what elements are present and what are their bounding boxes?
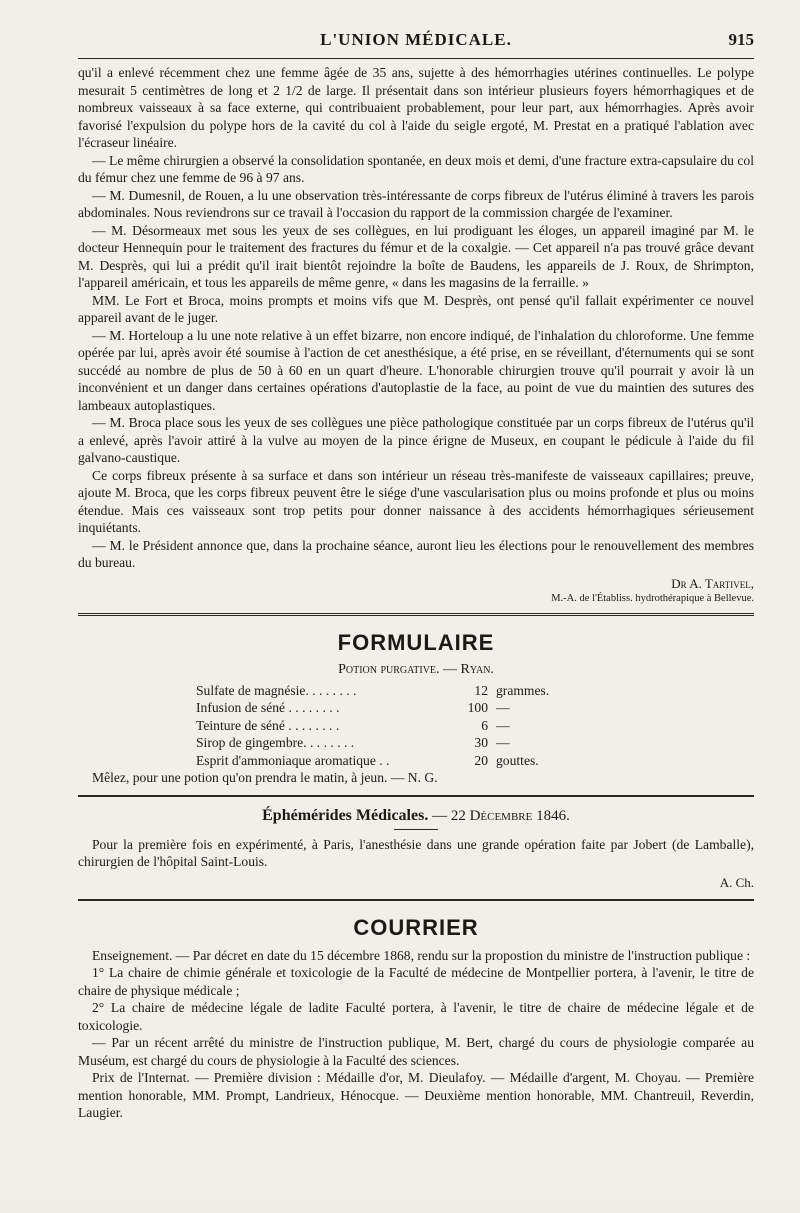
running-header xyxy=(78,30,754,54)
potion-title: Potion purgative. — Ryan. xyxy=(338,661,494,677)
recipe-row xyxy=(196,699,616,717)
ingredient-unit: — xyxy=(496,717,510,733)
header-rule xyxy=(78,58,754,59)
article-signature xyxy=(78,576,754,592)
courrier-paragraph: Enseignement. — Par décret en date du 15 décembre 1868, rendu sur la propostion du ministre de l'instruction publique : xyxy=(92,947,751,963)
short-rule xyxy=(394,829,438,830)
article-paragraph: — M. Désormeaux met sous les yeux de ses collègues, en lui prodiguant les éloges, un appareil imaginé par M. le docteur Hennequin pour le traitement des fractures du fémur et de la coxalgie. — Cet appareil n'a pas trouvé grâce devant M. Desprès, qui lui a prédit qu'il irait bientôt rejoindre la boîte de Baudens, les appareils de J. Roux, de Shrimpton, l'appareil américain, et tous les appareils de même genre, « dans les magasins de la ferraille. » xyxy=(78,222,754,290)
ingredient-unit: — xyxy=(496,735,510,750)
recipe-instruction: Mêlez, pour une potion qu'on prendra le matin, à jeun. — N. G. xyxy=(92,770,438,785)
ingredient-qty: 6 xyxy=(481,717,488,733)
article-paragraph: — M. Broca place sous les yeux de ses collègues une pièce pathologique constituée par un corps fibreux de l'utérus qu'il a enlevé, après l'avoir attiré à la vulve au moyen de la pince érigne de Museux, en coupant le pédicule à l'aide du fil galvano-caustique. xyxy=(78,415,754,465)
article-paragraph: — Le même chirurgien a observé la consolidation spontanée, en deux mois et demi, d'une fracture extra-capsulaire du col du fémur chez une femme de 96 à 97 ans. xyxy=(78,152,754,185)
courrier-paragraph: Prix de l'Internat. — Première division : Médaille d'or, M. Dieulafoy. — Médaille d'argent, M. Choyau. — Première mention honorable, MM. Prompt, Landrieux, Hénocque. — Deuxième mention honorable, MM. Chantreuil, Reverdin, Laugier. xyxy=(78,1070,754,1120)
article-paragraph: Ce corps fibreux présente à sa surface et dans son intérieur un réseau très-manifeste de vaisseaux capillaires; preuve, ajoute M. Broca, que les corps fibreux peuvent être le siége d'une vascularisation plus ou moins profonde et plus ou moins étendue. Mais ces vaisseaux sont trop petits pour donner naissance à des accidents hémorrhagiques sérieusement inquiétants. xyxy=(78,467,754,535)
ingredient-unit: grammes. xyxy=(496,682,550,698)
ingredient-unit: — xyxy=(496,700,510,715)
ingredient-qty: 30 xyxy=(474,735,488,750)
courrier-paragraph: — Par un récent arrêté du ministre de l'instruction publique, M. Bert, chargé du cours de physiologie comparée au Muséum, est chargé du cours de physiologie à la Faculté des sciences. xyxy=(78,1035,754,1068)
courrier-paragraph: 1° La chaire de chimie générale et toxicologie de la Faculté de médecine de Montpellier portera, à l'avenir, le titre de chaire de physique médicale ; xyxy=(78,965,754,998)
article-paragraph: MM. Le Fort et Broca, moins prompts et moins vifs que M. Desprès, ont pensé qu'il fallait expérimenter ce nouvel appareil avant de le juger. xyxy=(78,292,754,325)
journal-title: L'UNION MÉDICALE. xyxy=(320,30,512,49)
courrier-heading: COURRIER xyxy=(353,914,479,940)
article-paragraph: — M. Horteloup a lu une note relative à un effet bizarre, non encore indiqué, de l'inhalation du chloroforme. Une femme opérée par lui, après avoir été soumise à l'action de cet anesthésique, a été prise, en se réveillant, d'éternuments qui se sont succédé au nombre de plus de 50 à 60 en un quart d'heure. L'honorable chirurgien trouve qu'il pourrait y avoir là un inconvénient et un danger dans certaines opérations d'autoplastie de la face, au point de vue du maintien des sutures des lambeaux autoplastiques. xyxy=(78,327,754,413)
recipe-row xyxy=(196,734,616,752)
ephemerides-text: Pour la première fois en expérimenté, à Paris, l'anesthésie dans une grande opération faite par Jobert (de Lamballe), chirurgien de l'hôpital Saint-Louis. xyxy=(78,836,754,869)
recipe-row xyxy=(196,717,616,735)
ingredient-qty: 100 xyxy=(467,700,488,715)
formulaire-heading: FORMULAIRE xyxy=(337,629,495,655)
formulaire-section xyxy=(78,630,754,787)
ephemerides-heading: Éphémérides Médicales. xyxy=(262,806,429,824)
ephemerides-signature: A. Ch. xyxy=(719,874,754,890)
ingredient-name: Sulfate de magnésie. . . . . . . . xyxy=(196,682,357,698)
page-edge-shade xyxy=(0,1173,800,1213)
courrier-section xyxy=(78,915,754,1122)
ephemerides-header xyxy=(78,807,754,825)
ingredient-name: Esprit d'ammoniaque aromatique . . xyxy=(196,752,390,768)
recipe-row xyxy=(196,682,616,700)
article-paragraph: — M. le Président annonce que, dans la prochaine séance, auront lieu les élections pour le renouvellement des membres du bureau. xyxy=(78,537,754,570)
courrier-paragraph: 2° La chaire de médecine légale de ladite Faculté portera, à l'avenir, le titre de chaire de médecine légale et de toxicologie. xyxy=(78,1000,754,1033)
recipe-row xyxy=(196,752,616,770)
article-paragraph: — M. Dumesnil, de Rouen, a lu une observation très-intéressante de corps fibreux de l'utérus éliminé à travers les parois abdominales. Nous reviendrons sur ce travail à l'occasion du rapport de la commission chargée de l'examiner. xyxy=(78,187,754,220)
section-divider xyxy=(78,899,754,901)
ephemerides-section xyxy=(78,807,754,891)
page-number: 915 xyxy=(728,30,754,49)
recipe-table xyxy=(196,682,616,770)
section-divider xyxy=(78,795,754,797)
ingredient-name: Sirop de gingembre. . . . . . . . xyxy=(196,735,355,750)
section-divider xyxy=(78,613,754,616)
ingredient-name: Infusion de séné . . . . . . . . xyxy=(196,700,340,715)
ingredient-qty: 12 xyxy=(474,682,488,698)
author-name: Dr A. Tartivel, xyxy=(671,575,754,591)
ingredient-qty: 20 xyxy=(474,752,488,768)
article-paragraph: qu'il a enlevé récemment chez une femme âgée de 35 ans, sujette à des hémorrhagies utérines continuelles. Le polype mesurait 5 centimètres de long et 2 1/2 de large. Il présentait dans son intérieur plusieurs foyers hémorrhagiques et de nombreux vaisseaux à sa face externe, qui contribuaient probablement, pour leur part, aux hémorrhagies. Après avoir favorisé l'expulsion du polype hors de la cavité du col à l'aide du seigle ergoté, M. Prestat en a pratiqué l'ablation avec l'écraseur linéaire. xyxy=(78,65,754,150)
ingredient-unit: gouttes. xyxy=(496,752,539,768)
ephemerides-date: — 22 Décembre 1846. xyxy=(432,807,570,824)
author-affiliation: M.-A. de l'Établiss. hydrothérapique à Bellevue. xyxy=(551,592,754,604)
article-body xyxy=(78,64,754,606)
ingredient-name: Teinture de séné . . . . . . . . xyxy=(196,717,340,733)
